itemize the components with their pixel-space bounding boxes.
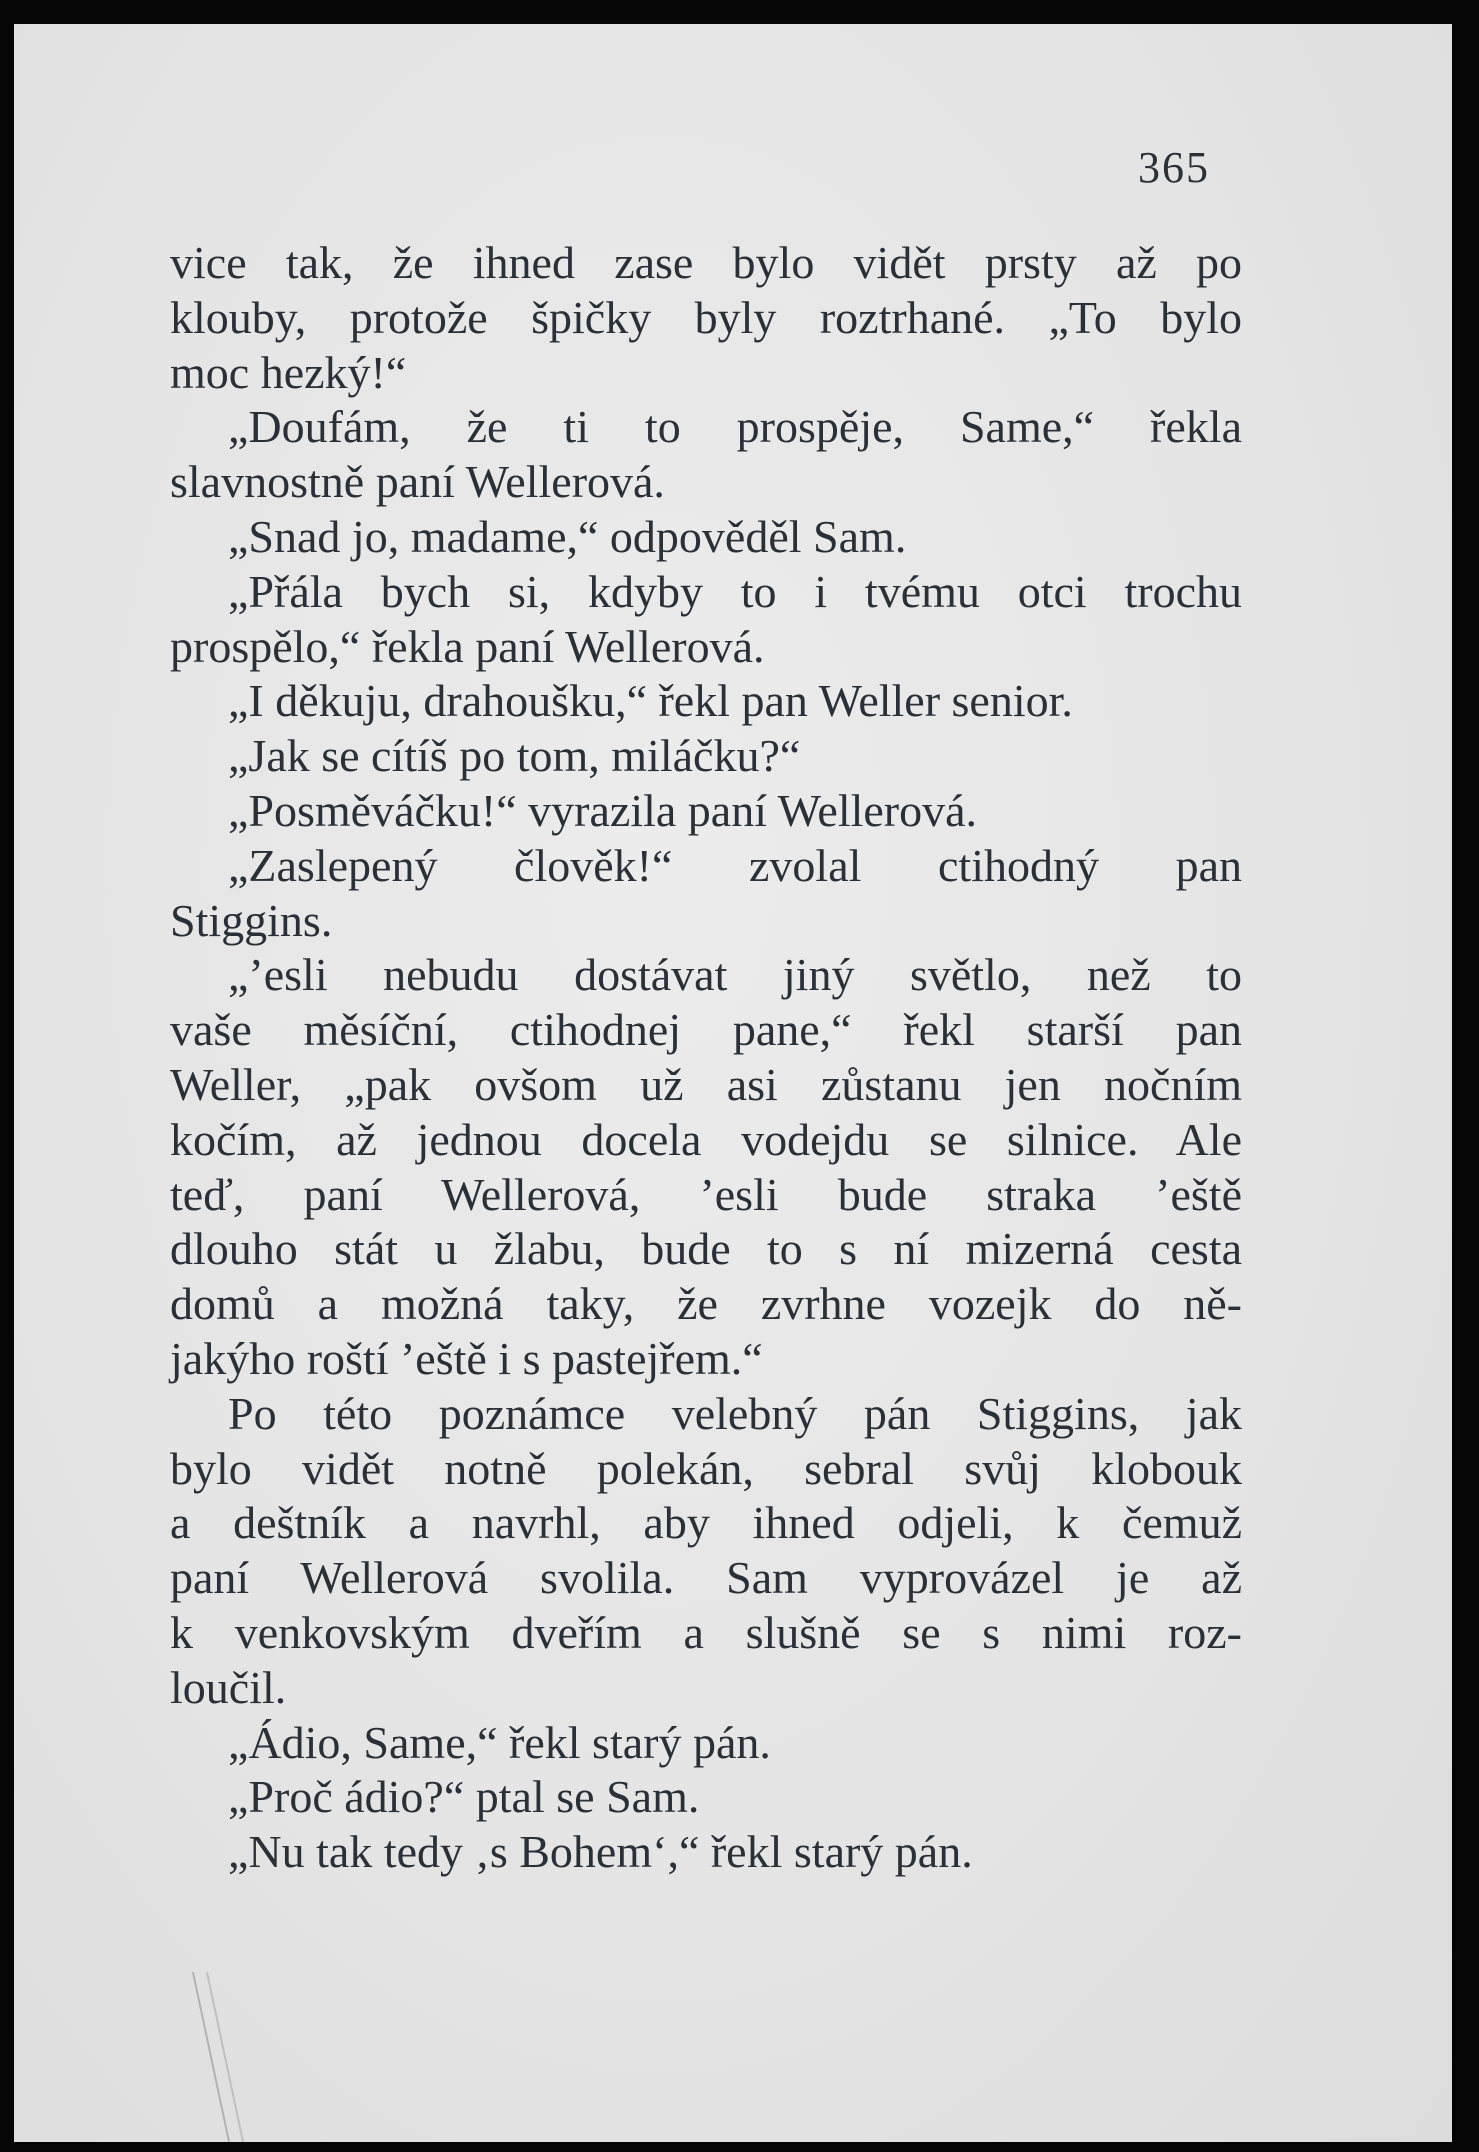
text-line: „I děkuju, drahoušku,“ řekl pan Weller senior. <box>228 675 1073 727</box>
text-line: „Zaslepený člověk!“ zvolal ctihodný pan <box>228 839 1242 891</box>
text-line: „Nu tak tedy ‚s Bohem‘,“ řekl starý pán. <box>228 1826 973 1878</box>
text-line: bylo vidět notně polekán, sebral svůj klobouk <box>170 1442 1242 1494</box>
text-line: jakýho roští ’eště i s pastejřem.“ <box>170 1332 763 1384</box>
text-line: „Ádio, Same,“ řekl starý pán. <box>228 1716 771 1768</box>
text-line: slavnostně paní Wellerová. <box>170 456 665 508</box>
text-line: „Proč ádio?“ ptal se Sam. <box>228 1771 700 1823</box>
text-line: moc hezký!“ <box>170 346 407 398</box>
page-number: 365 <box>1138 143 1210 192</box>
text-line: „Snad jo, madame,“ odpověděl Sam. <box>228 510 907 562</box>
body-text <box>170 236 1242 1880</box>
text-line: vice tak, že ihned zase bylo vidět prsty až po <box>170 237 1242 288</box>
text-line: domů a možná taky, že zvrhne vozejk do ně- <box>170 1278 1242 1330</box>
text-line: klouby, protože špičky byly roztrhané. „To bylo <box>170 291 1242 343</box>
text-line: Po této poznámce velebný pán Stiggins, jak <box>228 1387 1242 1439</box>
text-line: loučil. <box>170 1661 287 1713</box>
text-line: kočím, až jednou docela vodejdu se silnice. Ale <box>170 1113 1242 1165</box>
text-line: Weller, „pak ovšom už asi zůstanu jen nočním <box>170 1058 1242 1110</box>
text-line: k venkovským dveřím a slušně se s nimi roz- <box>170 1606 1242 1658</box>
text-line: „Jak se cítíš po tom, miláčku?“ <box>228 730 801 782</box>
text-line: vaše měsíční, ctihodnej pane,“ řekl starší pan <box>170 1004 1242 1056</box>
text-line: Stiggins. <box>170 894 333 946</box>
text-line: prospělo,“ řekla paní Wellerová. <box>170 620 765 672</box>
text-line: a deštník a navrhl, aby ihned odjeli, k čemuž <box>170 1497 1242 1549</box>
text-line: paní Wellerová svolila. Sam vyprovázel je až <box>170 1552 1242 1604</box>
text-line: dlouho stát u žlabu, bude to s ní mizerná cesta <box>170 1223 1242 1275</box>
text-line: „’esli nebudu dostávat jiný světlo, než to <box>228 949 1242 1001</box>
text-line: teď, paní Wellerová, ’esli bude straka ’eště <box>170 1168 1242 1220</box>
text-line: „Posměváčku!“ vyrazila paní Wellerová. <box>228 784 978 836</box>
text-line: „Doufám, že ti to prospěje, Same,“ řekla <box>228 401 1242 453</box>
text-line: „Přála bych si, kdyby to i tvému otci trochu <box>228 565 1242 617</box>
book-page <box>14 24 1452 2142</box>
